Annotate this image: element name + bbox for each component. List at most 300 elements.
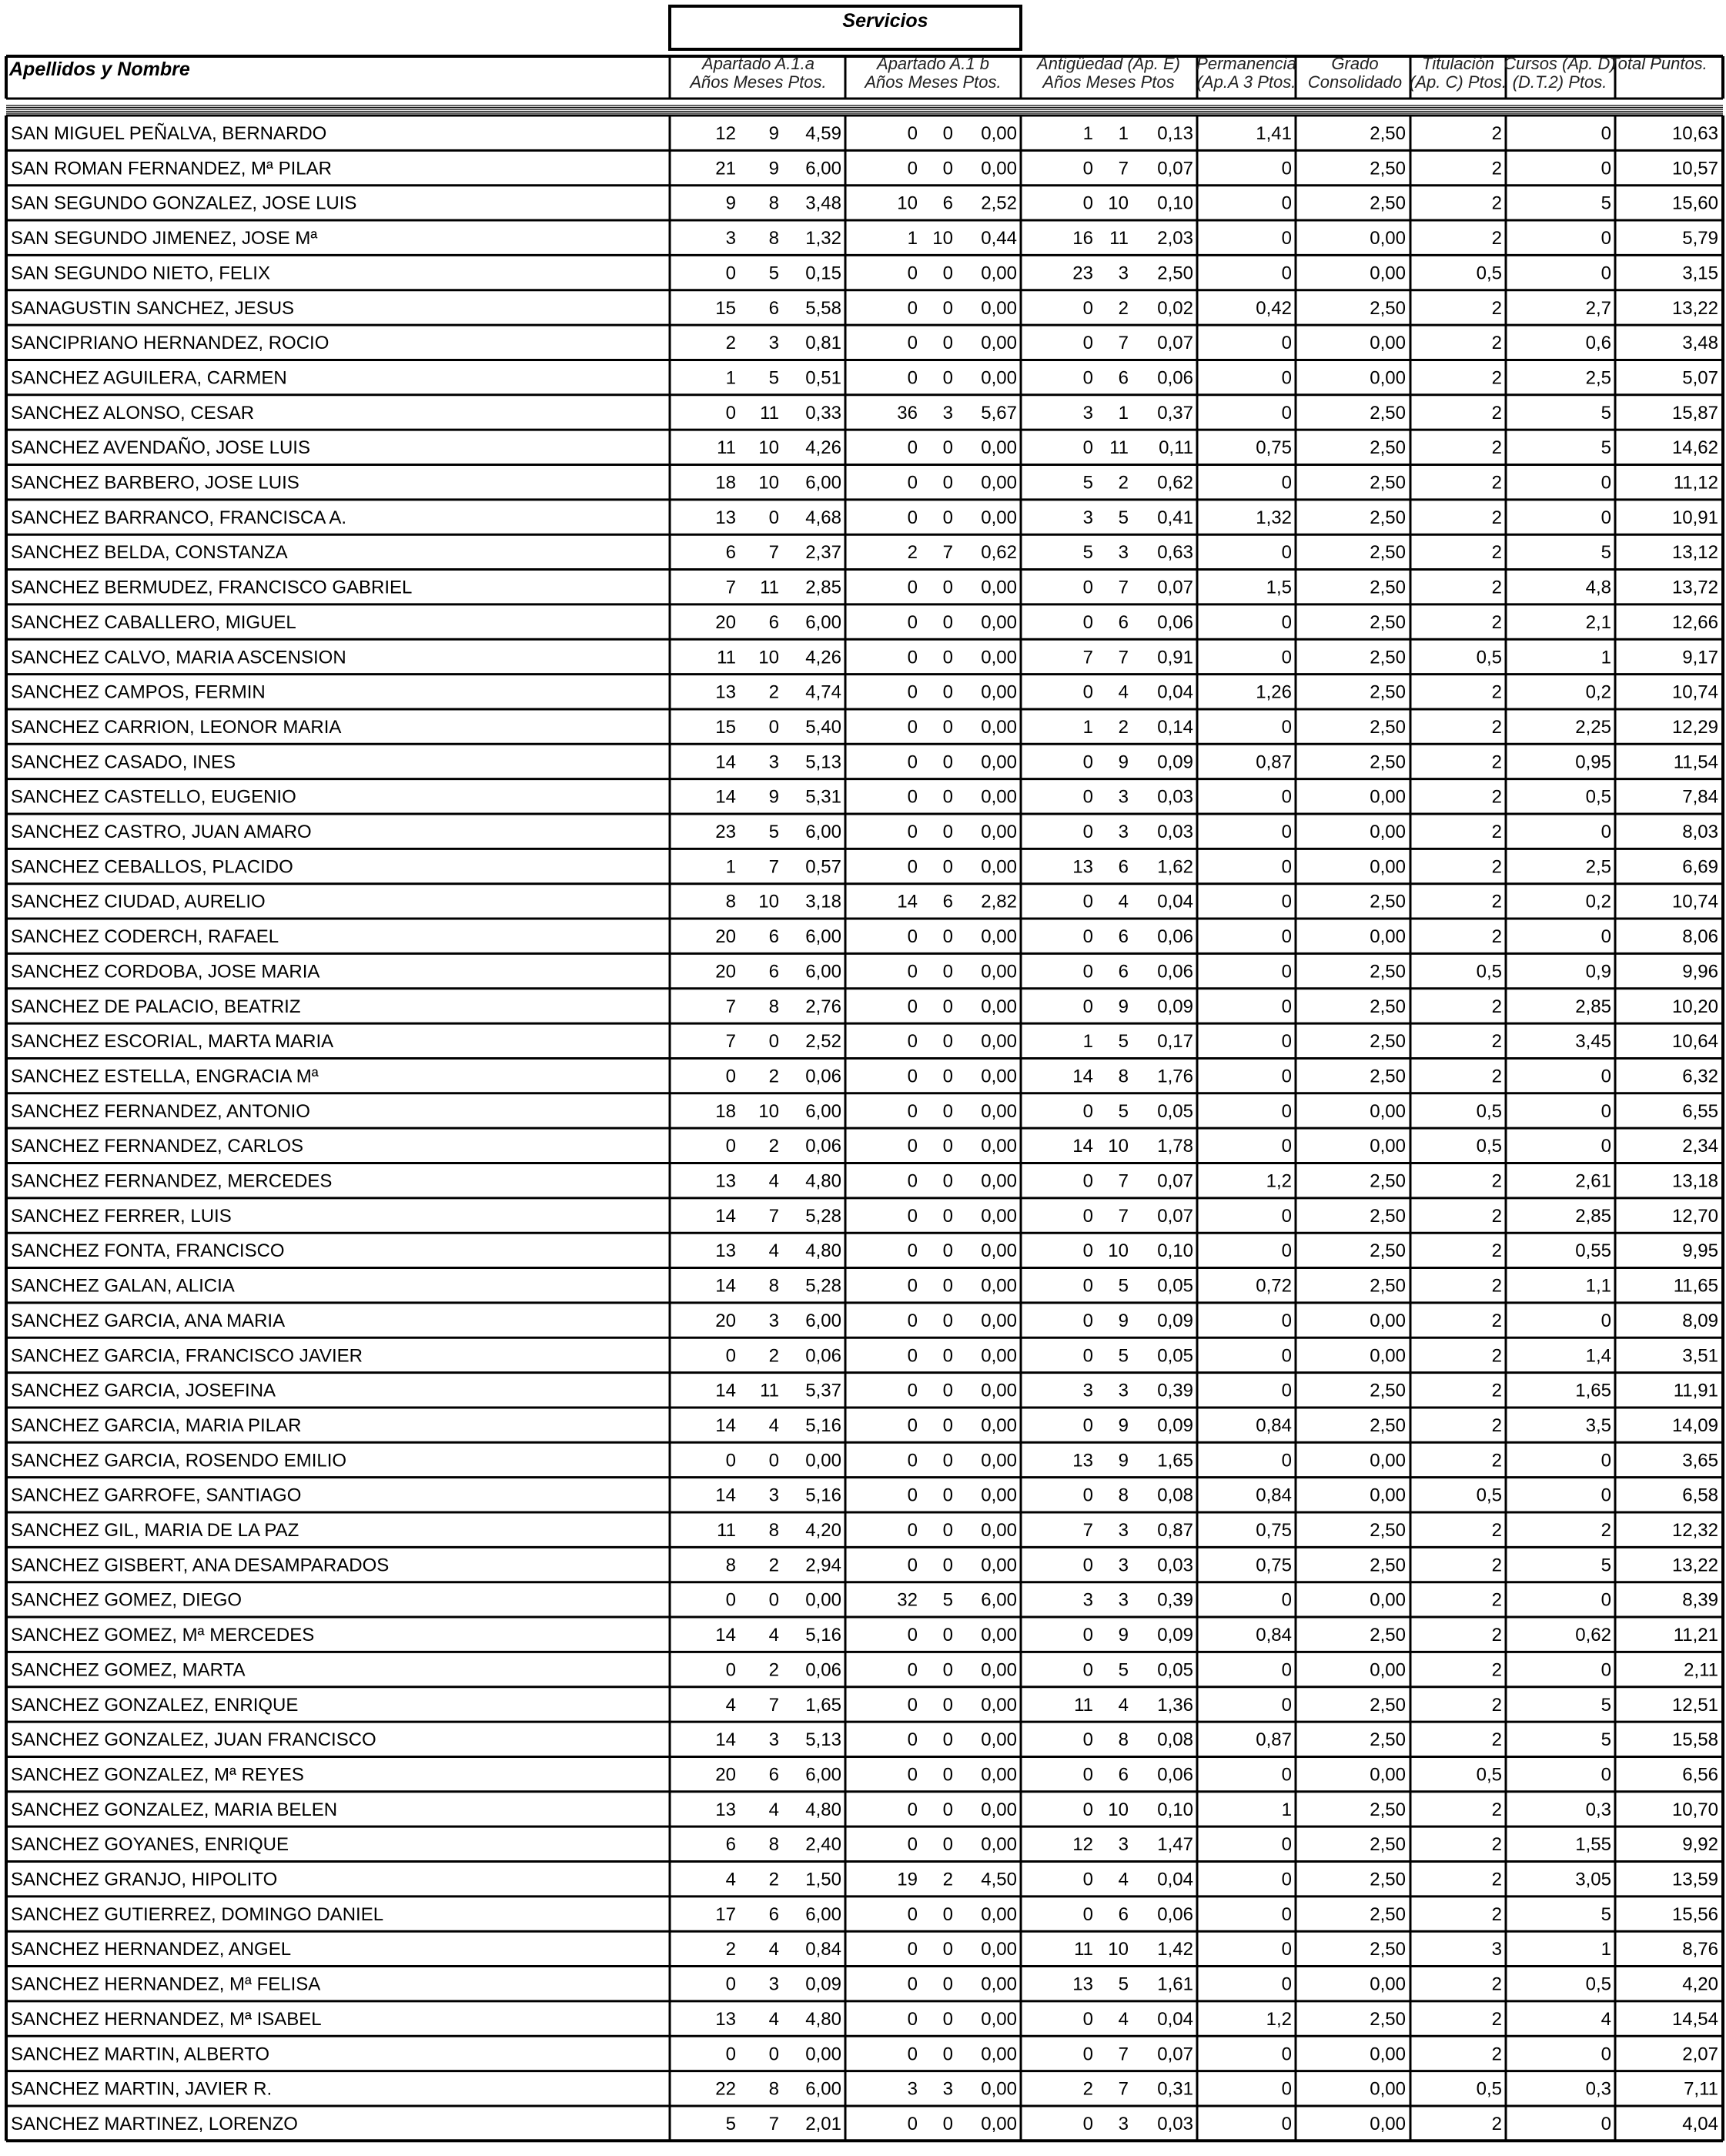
row-value: 8 xyxy=(1118,1729,1129,1751)
row-value: 1,50 xyxy=(805,1869,841,1890)
row-value: 0 xyxy=(907,1939,918,1960)
row-value: 2 xyxy=(1491,681,1502,703)
row-value: 5 xyxy=(1118,507,1129,528)
row-value: 6 xyxy=(725,1834,736,1856)
row-value: 0 xyxy=(1601,1310,1611,1331)
row-name: SANCHEZ GOMEZ, DIEGO xyxy=(11,1589,243,1611)
total-header: Total Puntos. xyxy=(1609,54,1708,73)
row-value: 0 xyxy=(1082,192,1093,214)
row-name: SANCHEZ MARTIN, JAVIER R. xyxy=(11,2078,273,2100)
row-value: 2 xyxy=(1118,716,1129,738)
row-value: 0 xyxy=(907,2044,918,2065)
row-value: 3,48 xyxy=(1682,333,1718,354)
row-value: 3 xyxy=(1118,1589,1129,1611)
row-value: 0 xyxy=(907,437,918,459)
row-value: 2 xyxy=(1491,1729,1502,1751)
row-value: 0,00 xyxy=(805,1589,841,1611)
row-value: 0 xyxy=(1281,1100,1292,1122)
row-value: 0,55 xyxy=(1575,1240,1611,1262)
row-value: 0,00 xyxy=(981,333,1017,354)
row-value: 0,05 xyxy=(1157,1345,1193,1367)
row-value: 0 xyxy=(942,123,953,144)
table-row xyxy=(11,682,1718,703)
row-value: 0,00 xyxy=(981,1205,1017,1227)
row-value: 11,65 xyxy=(1673,1275,1718,1297)
row-value: 23 xyxy=(1072,263,1093,284)
row-value: 0,3 xyxy=(1585,2078,1611,2100)
row-value: 6 xyxy=(1118,961,1129,983)
row-value: 2,50 xyxy=(1370,1240,1406,1262)
row-value: 0 xyxy=(1281,611,1292,633)
table-row xyxy=(11,717,1718,738)
table-row xyxy=(11,1520,1718,1541)
row-value: 6 xyxy=(1118,856,1129,878)
row-value: 0,04 xyxy=(1157,1869,1193,1890)
row-value: 11 xyxy=(1074,1694,1093,1716)
row-value: 0,02 xyxy=(1157,297,1193,319)
row-value: 0,9 xyxy=(1585,961,1611,983)
row-value: 4 xyxy=(768,1939,779,1960)
row-value: 13,72 xyxy=(1671,577,1718,598)
row-value: 2,52 xyxy=(981,192,1017,214)
table-row xyxy=(11,1590,1718,1611)
row-value: 0 xyxy=(768,507,779,528)
row-value: 11 xyxy=(760,577,779,598)
row-name: SANCHEZ CASTRO, JUAN AMARO xyxy=(11,822,312,842)
row-value: 1,61 xyxy=(1157,1974,1193,1995)
row-value: 0,44 xyxy=(981,228,1017,249)
row-value: 0 xyxy=(907,1520,918,1541)
row-value: 0,06 xyxy=(805,1345,841,1367)
row-value: 0 xyxy=(1082,1414,1093,1436)
row-name: SANCHEZ GIL, MARIA DE LA PAZ xyxy=(11,1520,299,1541)
row-value: 0 xyxy=(942,1450,953,1471)
row-value: 0 xyxy=(907,926,918,948)
row-value: 0,84 xyxy=(1256,1625,1292,1646)
row-value: 7 xyxy=(1118,158,1129,179)
table-row xyxy=(11,2079,1718,2100)
table-row xyxy=(11,1066,1718,1086)
row-value: 2,50 xyxy=(1370,611,1406,633)
row-value: 0,04 xyxy=(1157,891,1193,912)
row-value: 0,07 xyxy=(1157,577,1193,598)
row-value: 0 xyxy=(1601,228,1611,249)
row-value: 0,04 xyxy=(1157,2008,1193,2030)
row-value: 2 xyxy=(1491,402,1502,424)
row-value: 11 xyxy=(717,647,736,668)
row-value: 0 xyxy=(1082,1729,1093,1751)
row-value: 7 xyxy=(725,577,736,598)
row-value: 0 xyxy=(907,333,918,354)
row-value: 0,00 xyxy=(981,681,1017,703)
row-name: SANCHEZ GUTIERREZ, DOMINGO DANIEL xyxy=(11,1903,384,1925)
row-value: 2,76 xyxy=(805,996,841,1017)
row-value: 2,50 xyxy=(1370,402,1406,424)
row-value: 2 xyxy=(1491,786,1502,808)
row-value: 5 xyxy=(768,367,779,389)
row-value: 0 xyxy=(1601,263,1611,284)
row-name: SANCHEZ CIUDAD, AURELIO xyxy=(11,891,266,912)
row-value: 0 xyxy=(907,1066,918,1087)
row-value: 3 xyxy=(768,1729,779,1751)
row-value: 3 xyxy=(1082,507,1093,528)
table-row xyxy=(11,507,1718,528)
row-value: 0 xyxy=(1601,472,1611,494)
row-value: 0,51 xyxy=(805,367,841,389)
row-value: 0 xyxy=(1082,1764,1093,1786)
row-value: 2,50 xyxy=(1370,1694,1406,1716)
row-value: 0 xyxy=(1082,297,1093,319)
row-value: 0 xyxy=(907,996,918,1017)
row-value: 1,26 xyxy=(1256,681,1292,703)
row-value: 11 xyxy=(760,402,779,424)
row-value: 7 xyxy=(1082,1520,1093,1541)
row-value: 0,06 xyxy=(805,1066,841,1087)
table-row xyxy=(11,612,1718,633)
row-value: 10 xyxy=(1108,1240,1129,1262)
grado-header-line1: Grado xyxy=(1331,54,1379,73)
row-value: 0 xyxy=(1281,786,1292,808)
row-value: 0,00 xyxy=(981,1485,1017,1506)
row-value: 0,00 xyxy=(981,822,1017,842)
row-value: 0,09 xyxy=(1157,1625,1193,1646)
row-value: 0 xyxy=(942,822,953,842)
row-value: 14 xyxy=(715,786,736,808)
row-value: 2 xyxy=(1491,1380,1502,1401)
table-row xyxy=(11,158,1718,179)
table-row xyxy=(11,1101,1718,1122)
row-value: 1,65 xyxy=(1157,1450,1193,1471)
row-value: 0,00 xyxy=(1370,822,1406,842)
row-value: 12,51 xyxy=(1671,1694,1718,1716)
row-value: 12 xyxy=(1072,1834,1093,1856)
row-name: SANCHEZ CODERCH, RAFAEL xyxy=(11,926,279,948)
row-value: 11 xyxy=(717,437,736,459)
row-value: 0 xyxy=(942,2008,953,2030)
table-row xyxy=(11,578,1718,598)
row-value: 2 xyxy=(1491,1869,1502,1890)
row-value: 0 xyxy=(1601,1450,1611,1471)
row-value: 2,50 xyxy=(1370,1380,1406,1401)
row-value: 8 xyxy=(768,1275,779,1297)
row-value: 10,74 xyxy=(1671,891,1718,912)
row-value: 0 xyxy=(907,263,918,284)
row-value: 21 xyxy=(715,158,736,179)
table-row xyxy=(11,787,1718,808)
row-value: 1 xyxy=(1082,1031,1093,1053)
row-value: 0 xyxy=(907,786,918,808)
row-value: 6,32 xyxy=(1682,1066,1718,1087)
row-value: 0,5 xyxy=(1476,647,1502,668)
row-value: 0,00 xyxy=(981,996,1017,1017)
row-value: 0,09 xyxy=(1157,996,1193,1017)
row-value: 5 xyxy=(1118,1275,1129,1297)
row-value: 2 xyxy=(768,1345,779,1367)
row-value: 0,00 xyxy=(981,752,1017,773)
row-value: 0,00 xyxy=(1370,926,1406,948)
row-value: 3 xyxy=(1118,822,1129,842)
row-value: 0,81 xyxy=(805,333,841,354)
row-value: 9 xyxy=(768,123,779,144)
row-name: SAN SEGUNDO NIETO, FELIX xyxy=(11,263,270,284)
a1b-header-line2: Años Meses Ptos. xyxy=(865,72,1002,92)
row-value: 0,5 xyxy=(1585,1974,1611,1995)
row-value: 4,80 xyxy=(805,2008,841,2030)
row-value: 0,00 xyxy=(981,961,1017,983)
row-value: 2,03 xyxy=(1157,228,1193,249)
row-value: 0 xyxy=(942,681,953,703)
row-value: 6,55 xyxy=(1682,1100,1718,1122)
row-value: 0,62 xyxy=(981,542,1017,564)
table-row xyxy=(11,1870,1718,1890)
table-row xyxy=(11,996,1718,1017)
table-row xyxy=(11,1485,1718,1506)
row-value: 0 xyxy=(1082,1205,1093,1227)
row-value: 0 xyxy=(1601,2044,1611,2065)
row-name: SANCHEZ GARCIA, ANA MARIA xyxy=(11,1310,286,1331)
row-value: 8 xyxy=(768,996,779,1017)
row-value: 32 xyxy=(897,1589,918,1611)
table-row xyxy=(11,1904,1718,1925)
row-value: 2 xyxy=(1491,1834,1502,1856)
row-value: 10,64 xyxy=(1671,1031,1718,1053)
row-value: 0,00 xyxy=(981,1345,1017,1367)
row-value: 0 xyxy=(1281,158,1292,179)
row-value: 0 xyxy=(907,367,918,389)
row-value: 5,58 xyxy=(805,297,841,319)
row-value: 4,20 xyxy=(1682,1974,1718,1995)
row-value: 2 xyxy=(1491,1345,1502,1367)
row-value: 10 xyxy=(932,228,953,249)
row-value: 2 xyxy=(1491,1625,1502,1646)
row-value: 0 xyxy=(942,611,953,633)
permanencia-header-line1: Permanencia xyxy=(1196,54,1296,73)
row-value: 0 xyxy=(942,1659,953,1681)
row-name: SANCHEZ ESCORIAL, MARTA MARIA xyxy=(11,1031,334,1053)
row-value: 2,50 xyxy=(1370,716,1406,738)
row-value: 2,50 xyxy=(1370,681,1406,703)
row-name: SANCHEZ GONZALEZ, MARIA BELEN xyxy=(11,1799,338,1820)
row-value: 0 xyxy=(1082,1799,1093,1820)
row-value: 2,85 xyxy=(1575,996,1611,1017)
row-value: 0 xyxy=(942,1974,953,1995)
row-value: 0 xyxy=(1082,577,1093,598)
row-value: 0 xyxy=(907,1240,918,1262)
row-value: 0 xyxy=(1281,402,1292,424)
row-value: 6,00 xyxy=(805,1310,841,1331)
row-value: 12,29 xyxy=(1671,716,1718,738)
row-value: 6 xyxy=(768,1903,779,1925)
row-value: 20 xyxy=(715,926,736,948)
row-value: 7 xyxy=(768,2113,779,2134)
row-value: 0,00 xyxy=(981,123,1017,144)
row-value: 0 xyxy=(725,1066,736,1087)
row-value: 4 xyxy=(1118,891,1129,912)
row-value: 5 xyxy=(1118,1659,1129,1681)
row-value: 2,50 xyxy=(1370,192,1406,214)
row-value: 0 xyxy=(942,2044,953,2065)
row-value: 0 xyxy=(907,1729,918,1751)
row-value: 2 xyxy=(1491,1240,1502,1262)
row-value: 10 xyxy=(1108,1136,1129,1157)
row-value: 0,06 xyxy=(1157,611,1193,633)
row-value: 0 xyxy=(907,1659,918,1681)
antiguedad-header-line1: Antigüedad (Ap. E) xyxy=(1037,54,1180,73)
row-value: 0 xyxy=(1281,2044,1292,2065)
row-value: 14 xyxy=(1072,1066,1093,1087)
row-value: 3 xyxy=(768,752,779,773)
row-name: SANCHEZ DE PALACIO, BEATRIZ xyxy=(11,996,301,1017)
row-value: 2,50 xyxy=(1370,437,1406,459)
row-value: 3 xyxy=(1491,1939,1502,1960)
row-value: 0,00 xyxy=(981,263,1017,284)
row-value: 0 xyxy=(942,1764,953,1786)
table-row xyxy=(11,263,1718,283)
row-value: 2,50 xyxy=(1370,1170,1406,1192)
table-row xyxy=(11,892,1718,912)
table-row xyxy=(11,437,1718,458)
row-value: 2 xyxy=(1491,367,1502,389)
row-value: 2 xyxy=(1491,2113,1502,2134)
row-value: 0 xyxy=(1082,752,1093,773)
row-name: SANCHEZ CEBALLOS, PLACIDO xyxy=(11,856,293,878)
row-value: 14 xyxy=(715,1380,736,1401)
row-value: 13 xyxy=(715,1240,736,1262)
row-value: 1 xyxy=(1118,402,1129,424)
row-name: SANCHEZ CAMPOS, FERMIN xyxy=(11,681,266,703)
row-value: 2,50 xyxy=(1370,158,1406,179)
row-value: 3,5 xyxy=(1585,1414,1611,1436)
row-value: 4 xyxy=(768,1240,779,1262)
row-value: 3 xyxy=(1118,1834,1129,1856)
row-value: 0,5 xyxy=(1476,1764,1502,1786)
row-value: 0,57 xyxy=(805,856,841,878)
row-name: SANCHEZ GALAN, ALICIA xyxy=(11,1275,235,1297)
row-value: 0 xyxy=(1082,786,1093,808)
row-name: SANCHEZ GARCIA, MARIA PILAR xyxy=(11,1414,302,1436)
row-value: 3 xyxy=(1118,1555,1129,1576)
row-value: 0,00 xyxy=(1370,1659,1406,1681)
row-value: 0 xyxy=(907,1694,918,1716)
table-row xyxy=(11,1729,1718,1750)
row-value: 2 xyxy=(1491,1659,1502,1681)
row-value: 2,50 xyxy=(1370,1625,1406,1646)
row-value: 8 xyxy=(768,192,779,214)
row-name: SANCHEZ GOYANES, ENRIQUE xyxy=(11,1834,289,1856)
row-value: 0 xyxy=(907,1310,918,1331)
row-value: 4,59 xyxy=(805,123,841,144)
row-value: 2 xyxy=(1118,297,1129,319)
table-row xyxy=(11,228,1718,249)
row-value: 6,00 xyxy=(805,1903,841,1925)
row-value: 2 xyxy=(1491,822,1502,842)
row-value: 2,85 xyxy=(805,577,841,598)
row-value: 15,56 xyxy=(1671,1903,1718,1925)
row-value: 0,5 xyxy=(1585,786,1611,808)
row-value: 13 xyxy=(715,1170,736,1192)
row-value: 13 xyxy=(715,1799,736,1820)
row-value: 12 xyxy=(715,123,736,144)
row-value: 9,96 xyxy=(1682,961,1718,983)
row-value: 6 xyxy=(1118,367,1129,389)
row-value: 0 xyxy=(942,1136,953,1157)
row-value: 0,06 xyxy=(1157,1764,1193,1786)
row-value: 0 xyxy=(1281,1659,1292,1681)
row-value: 0 xyxy=(907,1275,918,1297)
row-value: 5,13 xyxy=(805,752,841,773)
row-value: 5,28 xyxy=(805,1205,841,1227)
row-value: 0,5 xyxy=(1476,1100,1502,1122)
row-value: 6 xyxy=(725,542,736,564)
row-value: 0 xyxy=(942,507,953,528)
row-value: 2 xyxy=(1491,2044,1502,2065)
grado-header-line2: Consolidado xyxy=(1307,72,1403,92)
row-value: 7 xyxy=(768,856,779,878)
table-row xyxy=(11,333,1718,353)
row-value: 0 xyxy=(942,1066,953,1087)
row-value: 0 xyxy=(942,961,953,983)
row-value: 0,09 xyxy=(805,1974,841,1995)
row-value: 0,00 xyxy=(981,1555,1017,1576)
row-value: 0 xyxy=(907,1136,918,1157)
row-value: 13 xyxy=(1072,1450,1093,1471)
row-name: SANCHEZ CABALLERO, MIGUEL xyxy=(11,611,296,633)
row-value: 4,04 xyxy=(1682,2113,1718,2134)
row-value: 4 xyxy=(768,1170,779,1192)
row-value: 0,00 xyxy=(1370,1450,1406,1471)
row-value: 10 xyxy=(897,192,918,214)
row-value: 0 xyxy=(942,1485,953,1506)
row-value: 0,00 xyxy=(981,507,1017,528)
row-value: 10,57 xyxy=(1671,158,1718,179)
row-name: SANCHEZ FONTA, FRANCISCO xyxy=(11,1240,285,1262)
row-value: 10 xyxy=(758,647,779,668)
a1a-header-line2: Años Meses Ptos. xyxy=(690,72,827,92)
row-value: 2 xyxy=(1491,1170,1502,1192)
row-value: 3 xyxy=(1118,1520,1129,1541)
row-value: 1,5 xyxy=(1266,577,1292,598)
table-row xyxy=(11,1171,1718,1192)
row-value: 0,06 xyxy=(1157,1903,1193,1925)
table-row xyxy=(11,1695,1718,1716)
row-value: 2,50 xyxy=(1370,1729,1406,1751)
row-name: SANCHEZ MARTIN, ALBERTO xyxy=(11,2044,270,2065)
row-value: 0,06 xyxy=(1157,367,1193,389)
row-value: 1 xyxy=(1281,1799,1292,1820)
row-value: 6 xyxy=(1118,926,1129,948)
row-value: 0 xyxy=(1281,1031,1292,1053)
table-row xyxy=(11,1311,1718,1331)
row-value: 0 xyxy=(1601,822,1611,842)
row-value: 2,50 xyxy=(1370,297,1406,319)
row-value: 5 xyxy=(1118,1345,1129,1367)
row-value: 0 xyxy=(1601,1659,1611,1681)
row-value: 0 xyxy=(725,263,736,284)
row-value: 0 xyxy=(1601,1589,1611,1611)
row-value: 2 xyxy=(1491,1450,1502,1471)
row-value: 0 xyxy=(942,1100,953,1122)
row-value: 0,00 xyxy=(981,1520,1017,1541)
row-value: 0 xyxy=(907,1834,918,1856)
row-value: 0,08 xyxy=(1157,1729,1193,1751)
row-value: 0 xyxy=(907,1100,918,1122)
row-value: 0,09 xyxy=(1157,752,1193,773)
row-name: SANCHEZ AVENDAÑO, JOSE LUIS xyxy=(11,437,310,459)
row-value: 0,14 xyxy=(1157,716,1193,738)
row-value: 0,00 xyxy=(981,647,1017,668)
row-value: 0,00 xyxy=(981,367,1017,389)
row-value: 0,00 xyxy=(981,1659,1017,1681)
